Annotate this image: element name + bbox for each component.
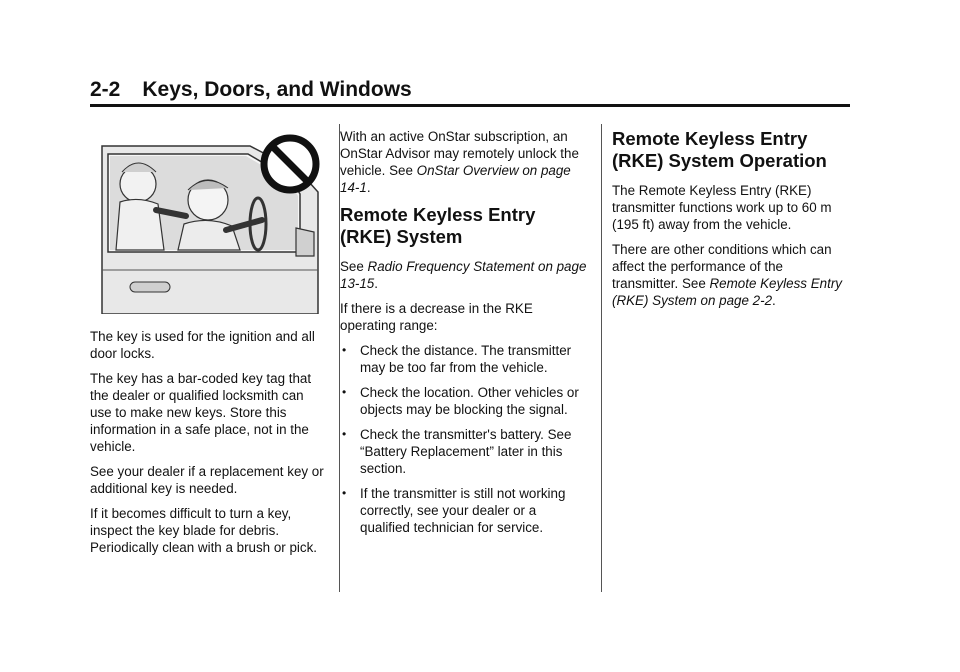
list-item-text: Check the location. Other vehicles or objects may be blocking the signal. bbox=[360, 385, 579, 417]
text: . bbox=[772, 293, 776, 308]
list-item-text: Check the distance. The transmitter may be too far from the vehicle. bbox=[360, 343, 572, 375]
list-item bbox=[340, 384, 588, 418]
header-rule bbox=[90, 104, 850, 107]
text: With an active OnStar subscription, an OnStar Advisor may remotely unlock the vehicle. See bbox=[340, 129, 579, 178]
bullet-icon: • bbox=[342, 343, 347, 357]
paragraph: See your dealer if a replacement key or additional key is needed. bbox=[90, 464, 324, 496]
list-item-text: If the transmitter is still not working correctly, see your dealer or a qualified technician for service. bbox=[360, 486, 566, 535]
chapter-title: Keys, Doors, and Windows bbox=[142, 78, 412, 101]
section-heading: Remote Keyless Entry (RKE) System Operation bbox=[612, 128, 827, 171]
cross-reference-link[interactable]: Radio Frequency Statement on page 13-15 bbox=[340, 259, 587, 291]
column-middle bbox=[340, 128, 588, 544]
text: . bbox=[374, 276, 378, 291]
column-right bbox=[612, 128, 852, 317]
page-header bbox=[90, 78, 412, 102]
paragraph: The key has a bar-coded key tag that the dealer or qualified locksmith can use to make new keys. Store this information in a safe place, not in the vehicle. bbox=[90, 371, 312, 454]
list-item bbox=[340, 342, 588, 376]
section-number: 2-2 bbox=[90, 78, 121, 101]
paragraph: If it becomes difficult to turn a key, inspect the key blade for debris. Periodically clean with a brush or pick. bbox=[90, 506, 318, 555]
section-heading: Remote Keyless Entry (RKE) System bbox=[340, 204, 536, 247]
text: . bbox=[366, 180, 371, 195]
paragraph: If there is a decrease in the RKE operating range: bbox=[340, 301, 533, 333]
list-item bbox=[340, 485, 588, 536]
paragraph: The Remote Keyless Entry (RKE) transmitter functions work up to 60 m (195 ft) away from the vehicle. bbox=[612, 183, 832, 232]
bullet-icon: • bbox=[342, 486, 347, 500]
column-divider bbox=[601, 124, 602, 592]
cross-reference-link[interactable]: OnStar Overview on page 14-1 bbox=[340, 163, 571, 195]
paragraph bbox=[612, 241, 852, 309]
bullet-list bbox=[340, 342, 588, 536]
paragraph: The key is used for the ignition and all door locks. bbox=[90, 329, 315, 361]
paragraph bbox=[340, 128, 588, 196]
bullet-icon: • bbox=[342, 427, 347, 441]
list-item bbox=[340, 426, 588, 477]
list-item-text: Check the transmitter's battery. See “Battery Replacement” later in this section. bbox=[360, 427, 572, 476]
column-left bbox=[90, 128, 325, 564]
text: There are other conditions which can affect the performance of the transmitter. See bbox=[612, 242, 832, 291]
bullet-icon: • bbox=[342, 385, 347, 399]
cross-reference-link[interactable]: Remote Keyless Entry (RKE) System on page 2-2 bbox=[612, 276, 842, 308]
text: See bbox=[340, 259, 368, 274]
paragraph bbox=[340, 258, 588, 292]
